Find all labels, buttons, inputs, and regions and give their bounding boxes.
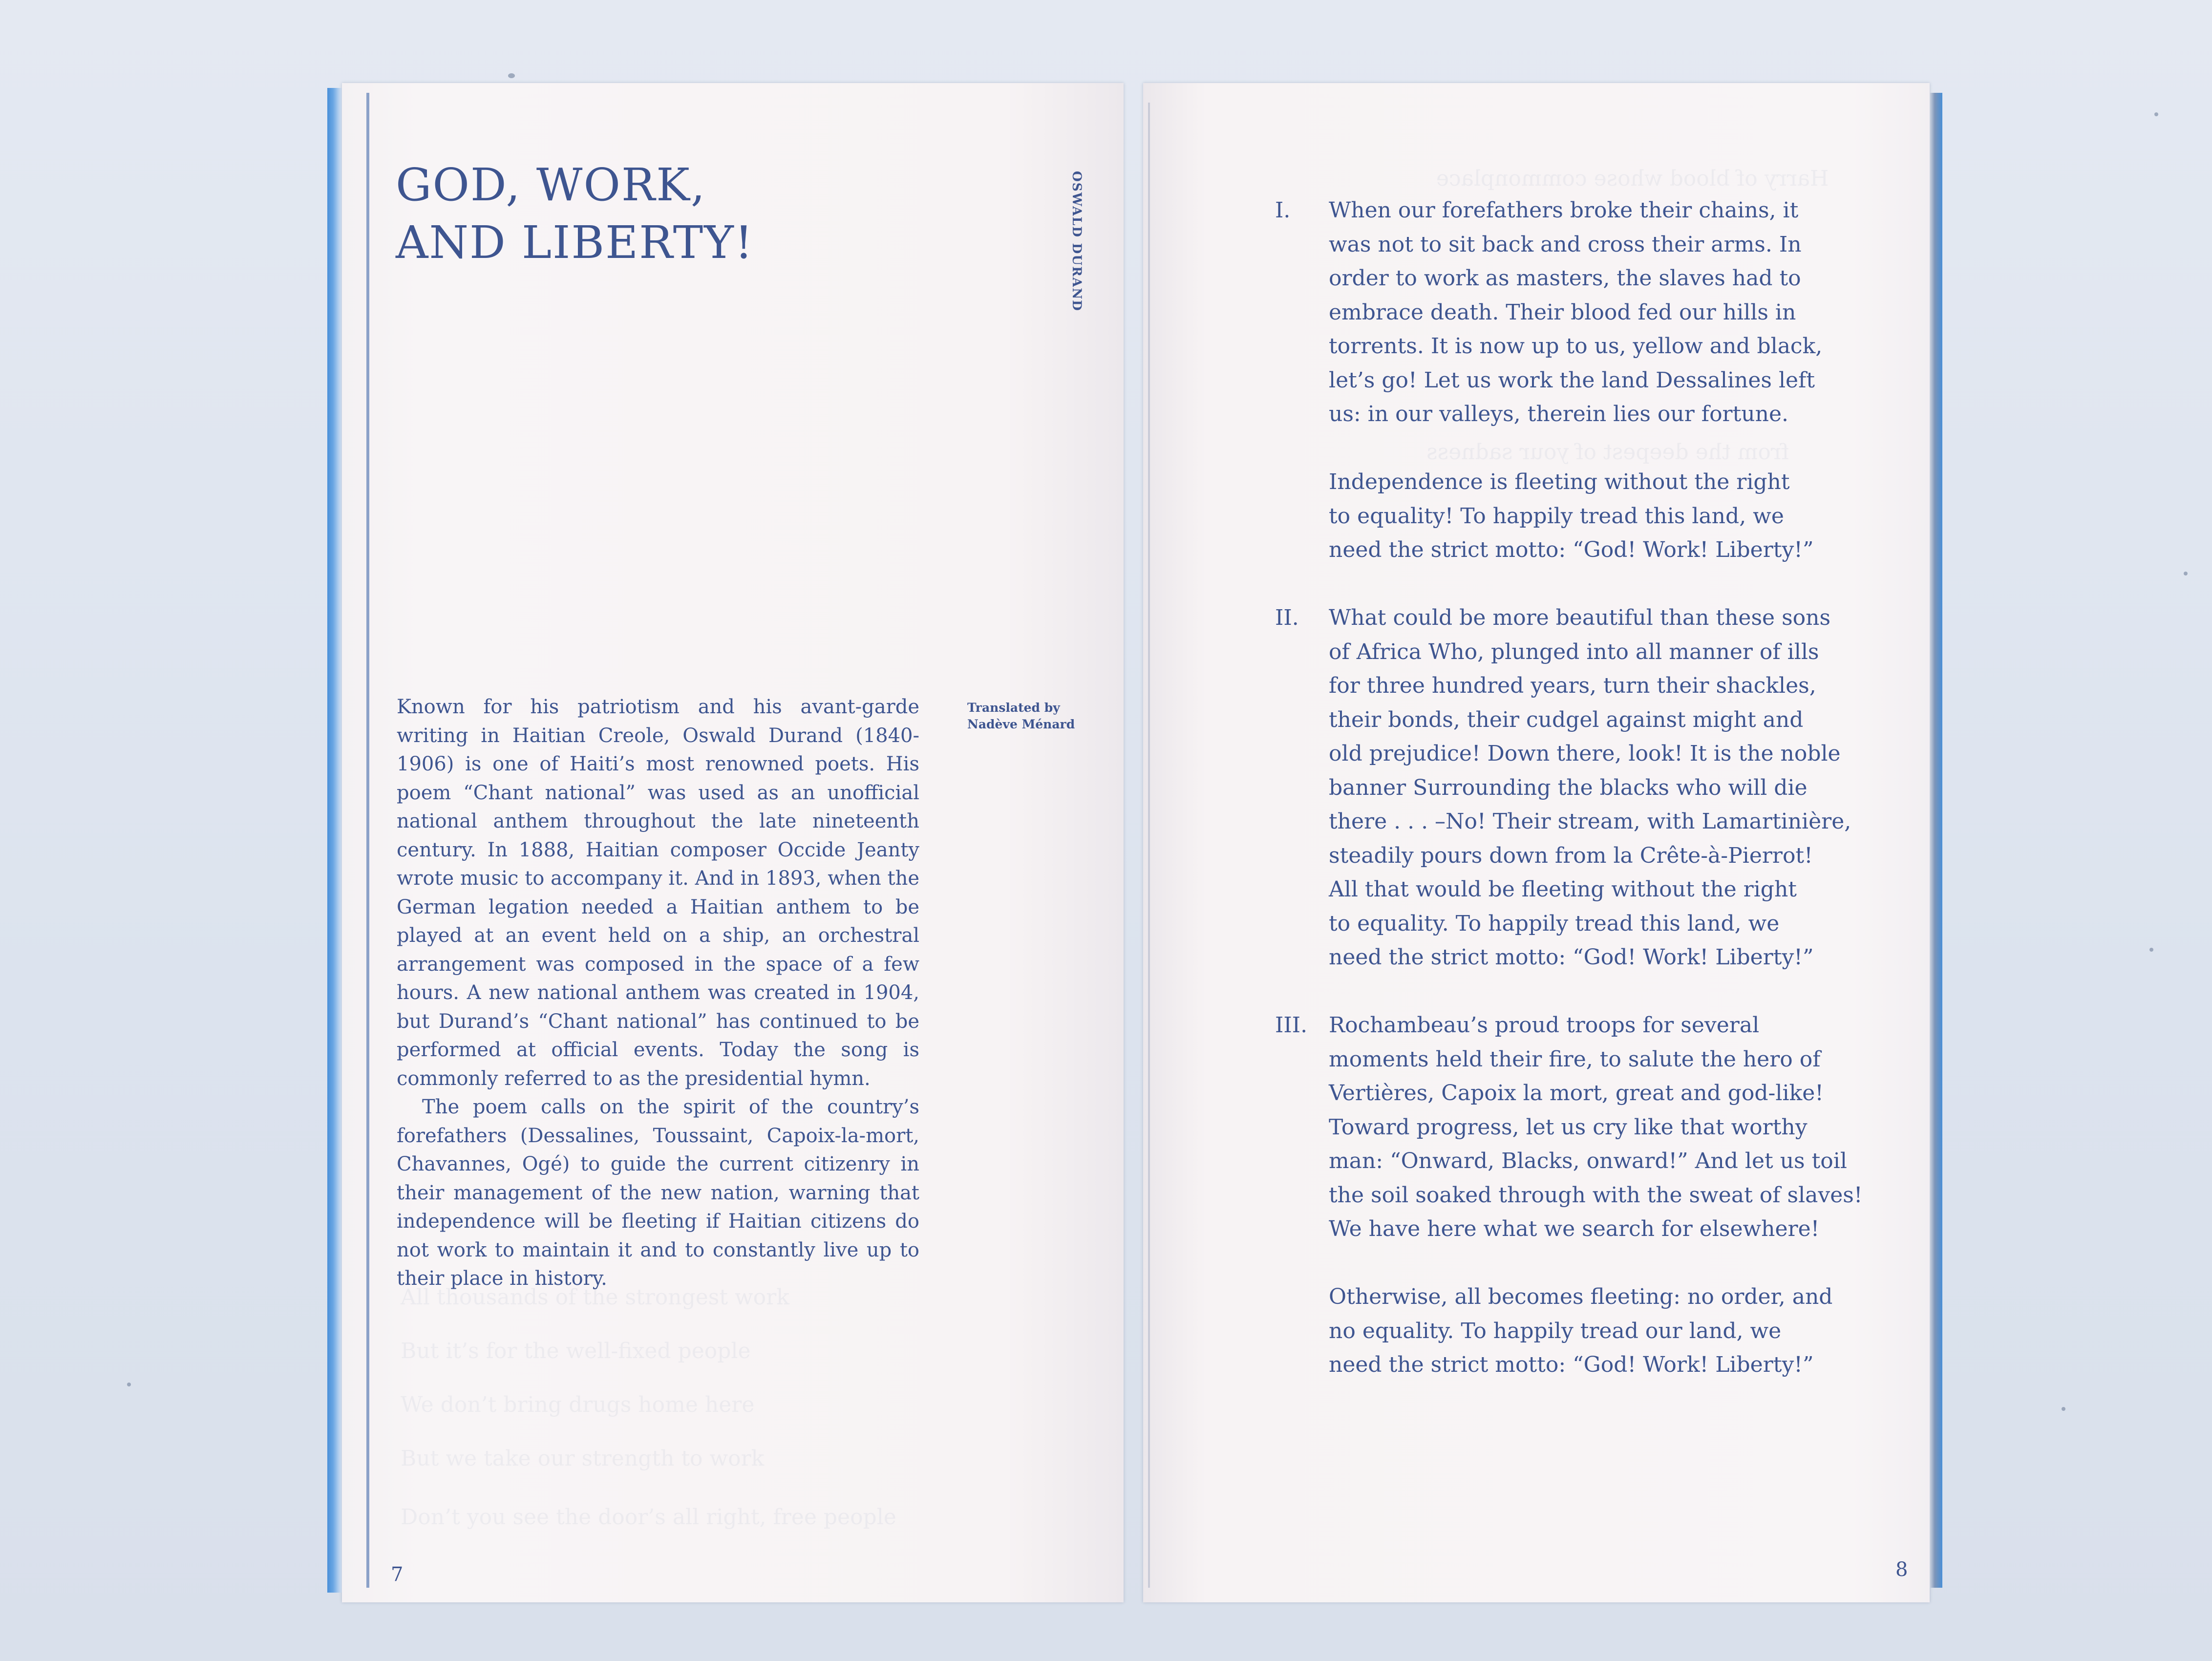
poem-line: the soil soaked through with the sweat of slaves! bbox=[1329, 1182, 1863, 1208]
page-number-left: 7 bbox=[391, 1563, 404, 1586]
translator-credit bbox=[967, 700, 1075, 733]
refrain-line: Independence is fleeting without the right bbox=[1329, 469, 1790, 494]
poem-line: When our forefathers broke their chains, it bbox=[1329, 198, 1799, 223]
poem-line: embrace death. Their blood fed our hills in bbox=[1329, 299, 1796, 325]
booklet-cover-edge-right bbox=[1930, 93, 1942, 1588]
refrain-line: need the strict motto: “God! Work! Liberty!” bbox=[1329, 1352, 1814, 1377]
poem-line: for three hundred years, turn their shackles, bbox=[1329, 673, 1816, 698]
title-line-1: GOD, WORK, bbox=[396, 159, 706, 211]
poem-line: us: in our valleys, therein lies our fortune. bbox=[1329, 402, 1788, 426]
page-number-right: 8 bbox=[1895, 1558, 1908, 1581]
show-through-text: All thousands of the strongest work bbox=[401, 1285, 789, 1310]
translator-label: Translated by bbox=[967, 701, 1060, 715]
stanza-numeral: II. bbox=[1275, 605, 1299, 630]
stanza-2 bbox=[1275, 601, 1925, 975]
dust-speck bbox=[2062, 1407, 2065, 1411]
poem-line: All that would be fleeting without the right bbox=[1329, 877, 1797, 902]
gutter-line bbox=[1148, 103, 1150, 1588]
show-through-text: Don’t you see the door’s all right, free people bbox=[401, 1505, 896, 1530]
poem-line: old prejudice! Down there, look! It is the noble bbox=[1329, 741, 1841, 766]
dust-speck bbox=[2184, 572, 2188, 575]
poem-line: man: “Onward, Blacks, onward!” And let us toil bbox=[1329, 1149, 1847, 1173]
dust-speck bbox=[2154, 112, 2158, 116]
stanza-1 bbox=[1275, 193, 1925, 567]
poem-line: let’s go! Let us work the land Dessalines left bbox=[1329, 367, 1815, 393]
show-through-text: But it’s for the well-fixed people bbox=[401, 1339, 751, 1363]
poem-line: their bonds, their cudgel against might and bbox=[1329, 707, 1804, 732]
dust-speck bbox=[508, 73, 515, 78]
poem-line: to equality. To happily tread this land, we bbox=[1329, 911, 1780, 936]
poem-line: We have here what we search for elsewhere! bbox=[1329, 1216, 1820, 1241]
poem-line: of Africa Who, plunged into all manner of ills bbox=[1329, 639, 1819, 664]
dust-speck bbox=[127, 1383, 131, 1386]
show-through-text: We don’t bring drugs home here bbox=[401, 1392, 755, 1417]
poem-title bbox=[396, 156, 754, 272]
refrain-line: to equality! To happily tread this land, we bbox=[1329, 503, 1784, 529]
poem-line: moments held their fire, to salute the hero of bbox=[1329, 1046, 1821, 1072]
poem-line: torrents. It is now up to us, yellow and black, bbox=[1329, 334, 1823, 359]
intro-text bbox=[397, 693, 919, 1293]
poem-line: was not to sit back and cross their arms. In bbox=[1329, 232, 1802, 257]
poem-line: banner Surrounding the blacks who will die bbox=[1329, 775, 1808, 800]
intro-paragraph: The poem calls on the spirit of the country’s forefathers (Dessalines, Toussaint, Capoix-la-mort, Chavannes, Ogé) to guide the current citizenry in their management of the new nation, warning that independence will be fleeting if Haitian citizens do not work to maintain it and to constantly live up to their place in history. bbox=[397, 1096, 919, 1290]
booklet-cover-edge-left bbox=[327, 88, 342, 1593]
refrain-line: need the strict motto: “God! Work! Liberty!” bbox=[1329, 537, 1814, 562]
refrain-line: Otherwise, all becomes fleeting: no order, and bbox=[1329, 1284, 1833, 1309]
dust-speck bbox=[2149, 948, 2153, 952]
poem-line: Rochambeau’s proud troops for several bbox=[1329, 1013, 1760, 1038]
poem-line: Vertières, Capoix la mort, great and god-like! bbox=[1329, 1081, 1824, 1106]
stanza-numeral: III. bbox=[1275, 1013, 1308, 1038]
stanza-3 bbox=[1275, 1008, 1925, 1382]
intro-paragraph: Known for his patriotism and his avant-garde writing in Haitian Creole, Oswald Durand (1840-1906) is one of Haiti’s most renowned poets. His poem “Chant national” was used as an unofficial national anthem throughout the late nineteenth century. In 1888, Haitian composer Occide Jeanty wrote music to accompany it. And in 1893, when the German legation needed a Haitian anthem to be played at an event held on a ship, an orchestral arrangement was composed in the space of a few hours. A new national anthem was created in 1904, but Durand’s “Chant national” has continued to be performed at official events. Today the song is commonly referred to as the presidential hymn. bbox=[397, 696, 919, 1090]
poem-line: What could be more beautiful than these sons bbox=[1329, 605, 1831, 630]
translator-name: Nadève Ménard bbox=[967, 717, 1075, 731]
stanza-numeral: I. bbox=[1275, 198, 1291, 223]
poem-line: order to work as masters, the slaves had to bbox=[1329, 266, 1801, 291]
title-line-2: AND LIBERTY! bbox=[396, 216, 754, 269]
poem-line: Toward progress, let us cry like that worthy bbox=[1329, 1114, 1808, 1140]
poem-text bbox=[1275, 193, 1925, 1382]
poem-line: steadily pours down from la Crête-à-Pierrot! bbox=[1329, 843, 1813, 868]
author-name: OSWALD DURAND bbox=[1070, 171, 1084, 312]
poem-line: need the strict motto: “God! Work! Liberty!” bbox=[1329, 945, 1814, 970]
refrain-line: no equality. To happily tread our land, we bbox=[1329, 1318, 1782, 1343]
show-through-text: Harry of blood whose commonplace bbox=[1436, 166, 1829, 191]
page-edge-line bbox=[366, 93, 369, 1588]
show-through-text: from the deepest of your sadness bbox=[1426, 440, 1789, 465]
show-through-text: But we take our strength to work bbox=[401, 1446, 765, 1471]
poem-line: there . . . –No! Their stream, with Lamartinière, bbox=[1329, 809, 1851, 834]
